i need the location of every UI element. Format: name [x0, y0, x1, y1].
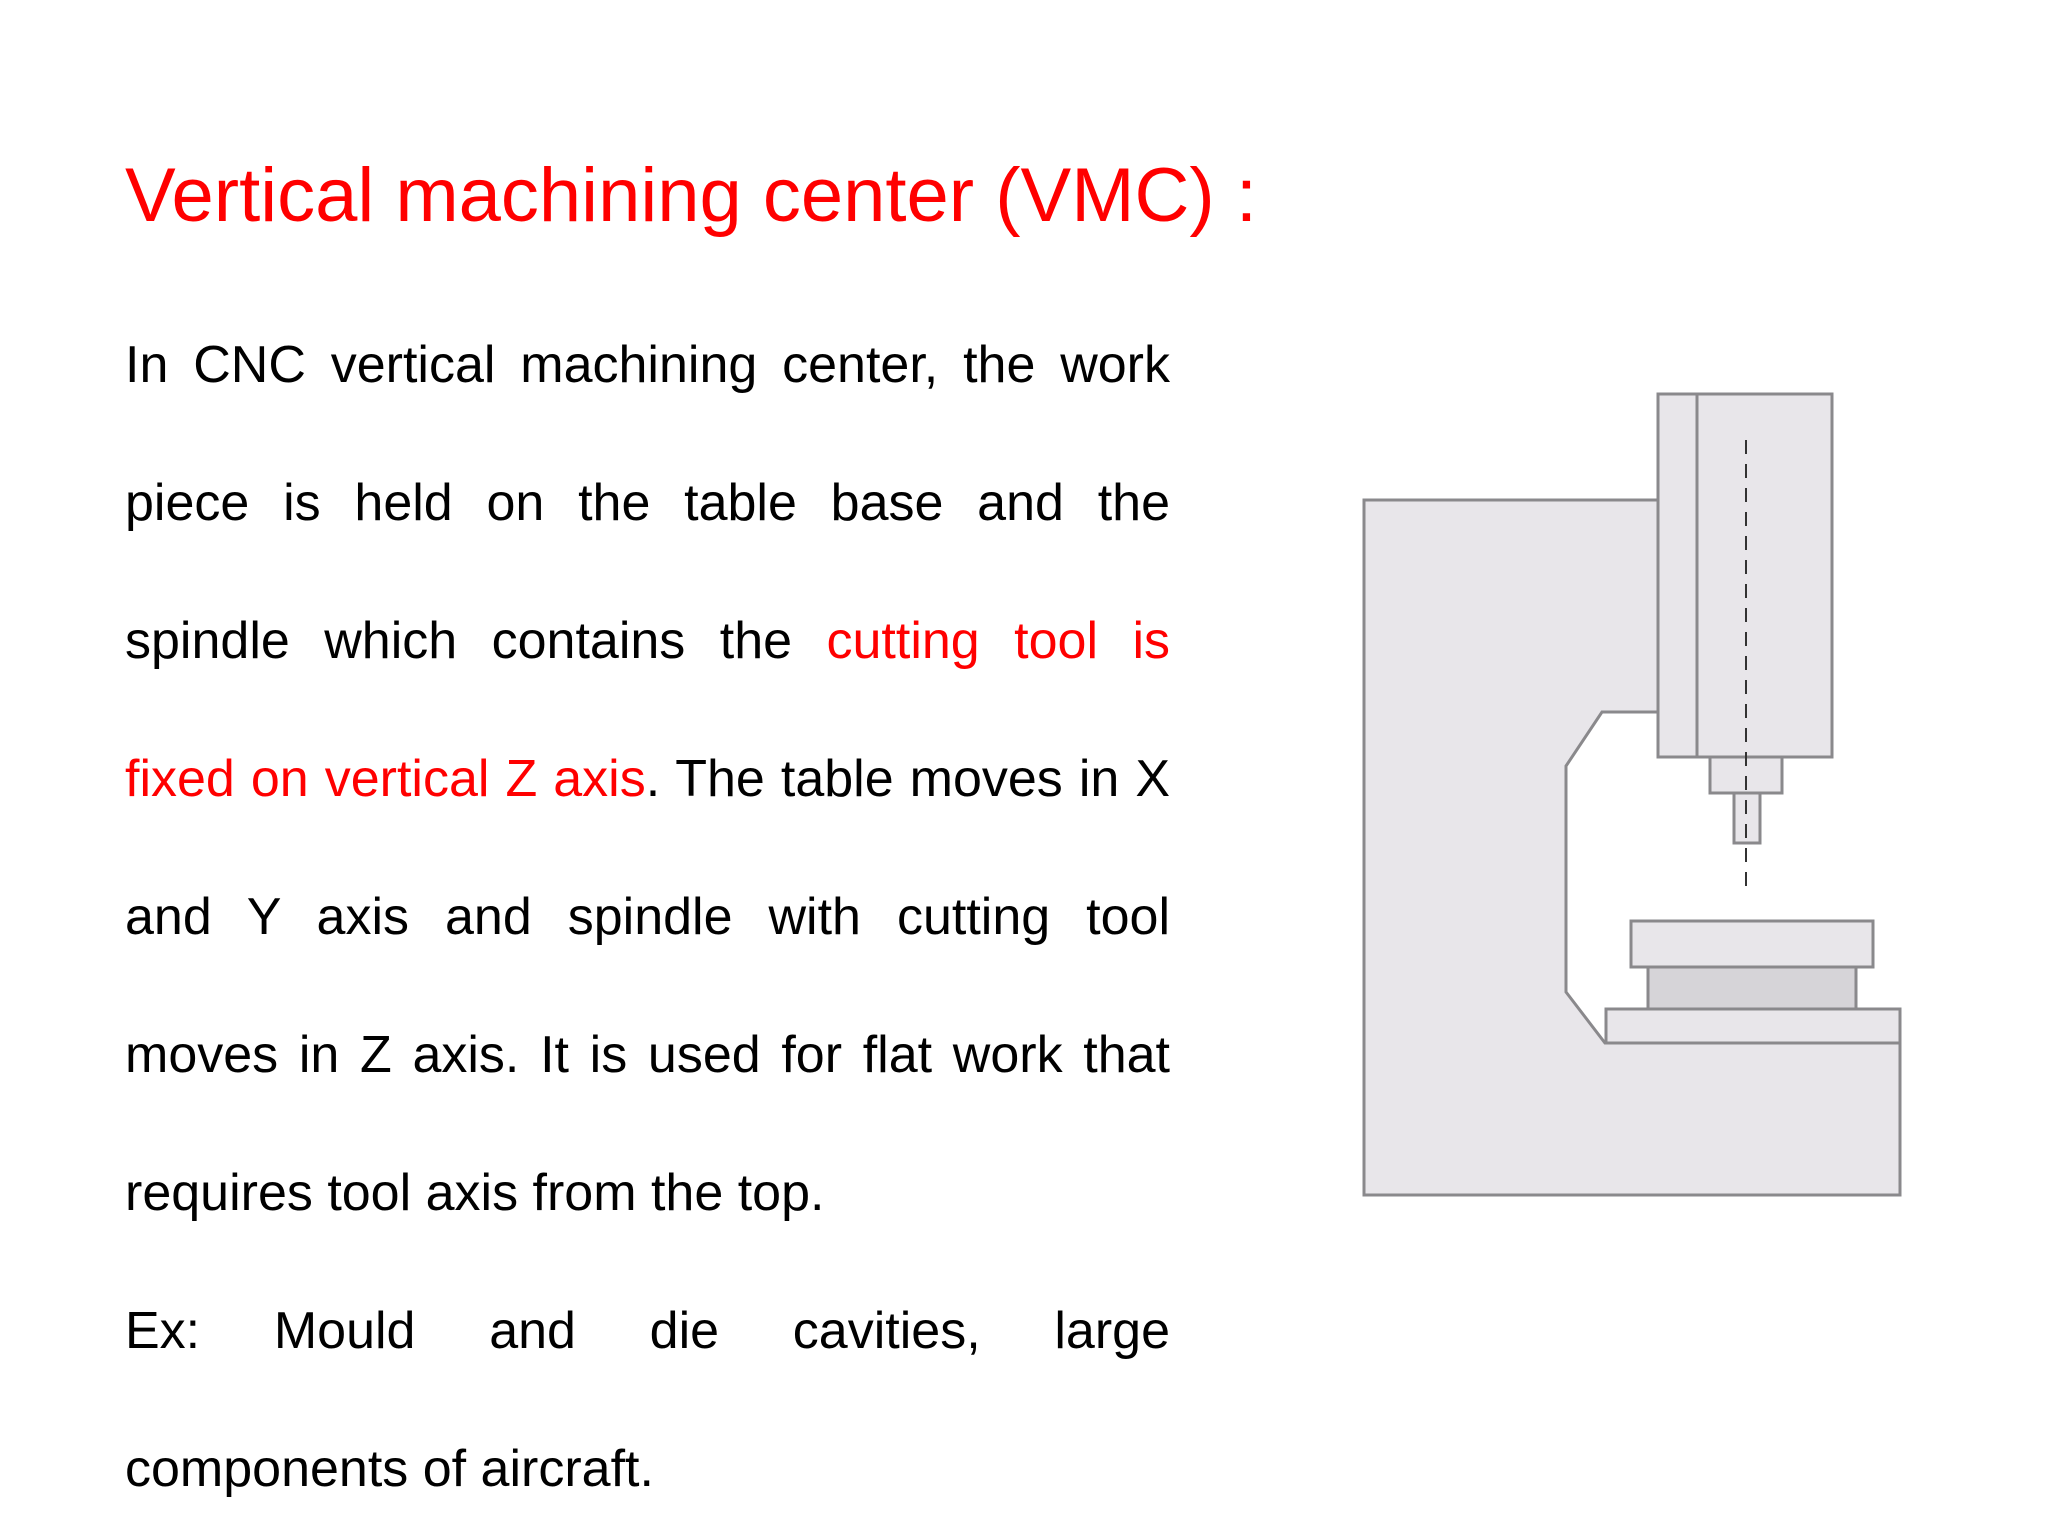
example-line-1: Ex: Mould and die cavities, large	[125, 1302, 1170, 1360]
body-text	[125, 296, 1170, 1538]
highlight-z-axis: fixed on vertical Z axis	[125, 750, 646, 808]
paragraph-line-4-plain: . The table moves in X	[645, 750, 1171, 808]
paragraph-line-1: In CNC vertical machining center, the work	[125, 336, 1170, 394]
workpiece	[1648, 967, 1856, 1009]
paragraph-line-6: moves in Z axis. It is used for flat work that	[125, 1026, 1170, 1084]
paragraph-line-3-plain: spindle which contains the	[125, 612, 827, 670]
paragraph-line-3	[125, 572, 1170, 710]
paragraph-line-2: piece is held on the table base and the	[125, 474, 1170, 532]
highlight-cutting-tool: cutting tool is	[826, 612, 1170, 670]
paragraph-line-7: requires tool axis from the top.	[125, 1164, 825, 1222]
worktable	[1606, 1009, 1900, 1043]
example-line-2: components of aircraft.	[125, 1440, 654, 1498]
slide-title: Vertical machining center (VMC) :	[125, 153, 1257, 238]
paragraph-line-5: and Y axis and spindle with cutting tool	[125, 888, 1170, 946]
fixture-plate	[1631, 921, 1873, 967]
paragraph-line-4	[125, 710, 1170, 848]
vmc-machine-diagram	[1350, 385, 1910, 1205]
